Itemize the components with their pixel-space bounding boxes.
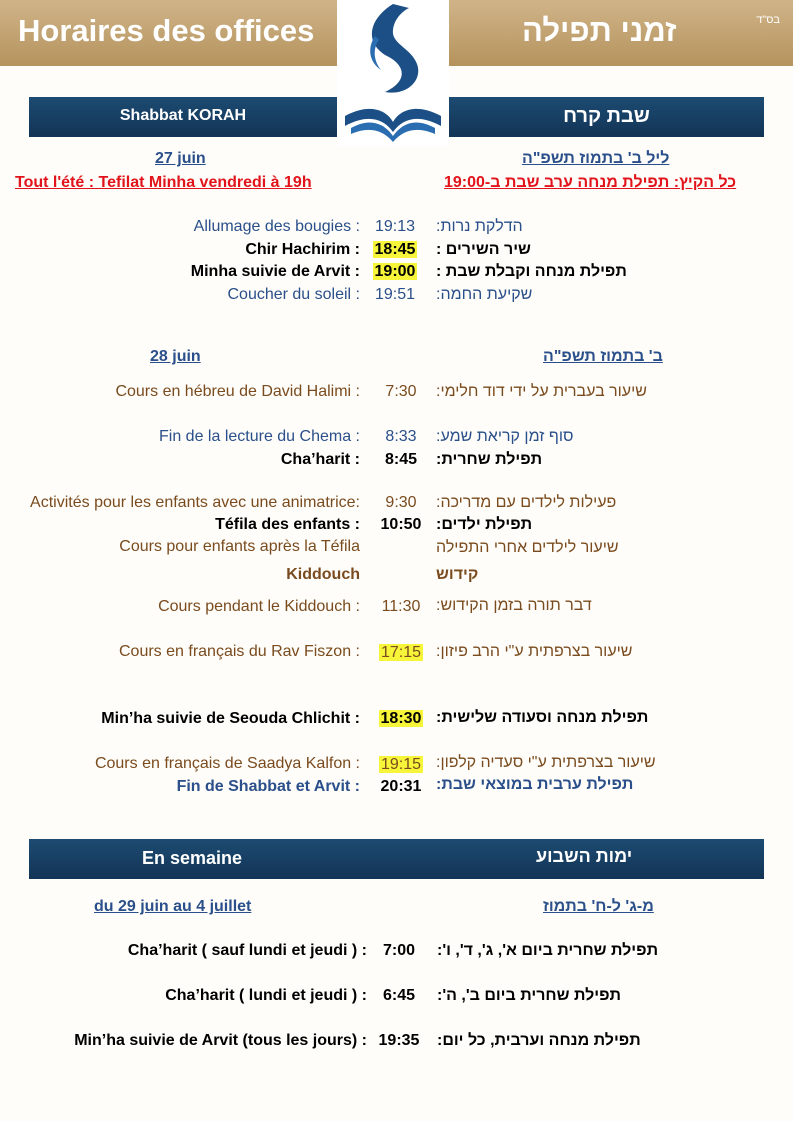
schedule-label: Téfila des enfants : <box>215 516 360 533</box>
schedule-time: 8:45 <box>384 451 418 468</box>
schedule-time: 17:15 <box>380 644 422 661</box>
schedule-label-he: תפילת מנחה וקבלת שבת : <box>436 263 627 280</box>
schedule-time: 19:13 <box>374 218 416 235</box>
schedule-label-he: תפילת שחרית ביום א', ג', ד', ו': <box>437 942 659 959</box>
schedule-label-he: שיעור בצרפתית ע"י הרב פיזון: <box>436 643 633 660</box>
saturday-date-he: ב' בתמוז תשפ"ה <box>543 348 663 365</box>
schedule-time: 8:33 <box>385 428 417 445</box>
schedule-label-he: תפילת ערבית במוצאי שבת: <box>436 776 634 793</box>
schedule-time: 18:30 <box>380 710 422 727</box>
schedule-label: Cha’harit ( sauf lundi et jeudi ) : <box>127 942 367 959</box>
schedule-label-he: דבר תורה בזמן הקידוש: <box>436 597 592 614</box>
schedule-label: Cha’harit : <box>280 451 360 468</box>
saturday-date-fr: 28 juin <box>150 348 201 365</box>
schedule-label-he: פעילות לילדים עם מדריכה: <box>436 494 617 511</box>
schedule-time: 11:30 <box>381 598 421 615</box>
week-title-fr: En semaine <box>142 848 243 868</box>
schedule-label-he: תפילת שחרית ביום ב', ה': <box>437 987 621 1004</box>
schedule-time: 7:00 <box>382 942 416 959</box>
schedule-label: Cours en français de Saadya Kalfon : <box>94 755 360 772</box>
schedule-label-he: תפילת מנחה וערבית, כל יום: <box>437 1032 641 1049</box>
schedule-label-he: סוף זמן קריאת שמע: <box>436 428 574 445</box>
week-date-he: מ-ג' ל-ח' בתמוז <box>543 898 654 915</box>
week-date-fr: du 29 juin au 4 juillet <box>94 898 252 915</box>
schedule-label: Chir Hachirim : <box>245 241 360 258</box>
summer-notice-fr: Tout l'été : Tefilat Minha vendredi à 19h <box>15 174 312 191</box>
schedule-label: Cha’harit ( lundi et jeudi ) : <box>165 987 367 1004</box>
schedule-time: 18:45 <box>374 241 416 258</box>
schedule-label-he: שיעור בצרפתית ע"י סעדיה קלפון: <box>436 754 656 771</box>
schedule-time: 19:35 <box>378 1032 420 1049</box>
schedule-label: Cours en français du Rav Fiszon : <box>119 643 360 660</box>
schedule-label-he: תפילת ילדים: <box>436 516 533 533</box>
shabbat-title-he: שבת קרח <box>563 105 650 127</box>
schedule-label: Cours pendant le Kiddouch : <box>158 598 360 615</box>
schedule-time: 20:31 <box>380 778 422 795</box>
page-title-fr: Horaires des offices <box>18 13 315 48</box>
bsd-mark: בס"ד <box>756 14 780 26</box>
schedule-label-he: קידוש <box>436 566 479 583</box>
schedule-label-he: תפילת שחרית: <box>436 451 543 468</box>
schedule-label-he: שיעור בעברית על ידי דוד חלימי: <box>436 383 647 400</box>
week-band <box>29 839 764 879</box>
week-title-he: ימות השבוע <box>536 846 633 866</box>
shabbat-title-fr: Shabbat KORAH <box>119 107 247 124</box>
schedule-label-he: שיר השירים : <box>436 241 531 258</box>
friday-date-he: ליל ב' בתמוז תשפ"ה <box>522 150 670 167</box>
schedule-label: Fin de la lecture du Chema : <box>159 428 360 445</box>
schedule-time: 10:50 <box>380 516 422 533</box>
friday-date-fr: 27 juin <box>155 150 206 167</box>
page-title-he: זמני תפילה <box>522 13 677 48</box>
summer-notice-he: כל הקיץ: תפילת מנחה ערב שבת ב-19:00 <box>444 174 737 191</box>
schedule-time: 6:45 <box>382 987 416 1004</box>
schedule-label: Fin de Shabbat et Arvit : <box>176 778 360 795</box>
schedule-label-he: שקיעת החמה: <box>436 286 533 303</box>
schedule-label-he: שיעור לילדים אחרי התפילה <box>436 539 619 556</box>
schedule-time: 19:00 <box>374 263 416 280</box>
schedule-label: Cours pour enfants après la Téfila <box>119 538 360 555</box>
schedule-label-he: תפילת מנחה וסעודה שלישית: <box>436 709 649 726</box>
schedule-label: Coucher du soleil : <box>227 286 360 303</box>
schedule-label: Allumage des bougies : <box>193 218 360 235</box>
schedule-time: 19:15 <box>380 756 422 773</box>
schedule-label: Activités pour les enfants avec une animatrice: <box>30 494 360 511</box>
schedule-label: Min’ha suivie de Arvit (tous les jours) : <box>74 1032 367 1049</box>
schedule-label: Min’ha suivie de Seouda Chlichit : <box>101 710 360 727</box>
schedule-label: Kiddouch <box>286 566 360 583</box>
schedule-label: Minha suivie de Arvit : <box>190 263 360 280</box>
schedule-time: 9:30 <box>385 494 417 511</box>
schedule-time: 19:51 <box>374 286 416 303</box>
shin-book-logo-icon <box>337 0 449 146</box>
schedule-label: Cours en hébreu de David Halimi : <box>115 383 360 400</box>
schedule-time: 7:30 <box>385 383 417 400</box>
schedule-label-he: הדלקת נרות: <box>436 218 523 235</box>
